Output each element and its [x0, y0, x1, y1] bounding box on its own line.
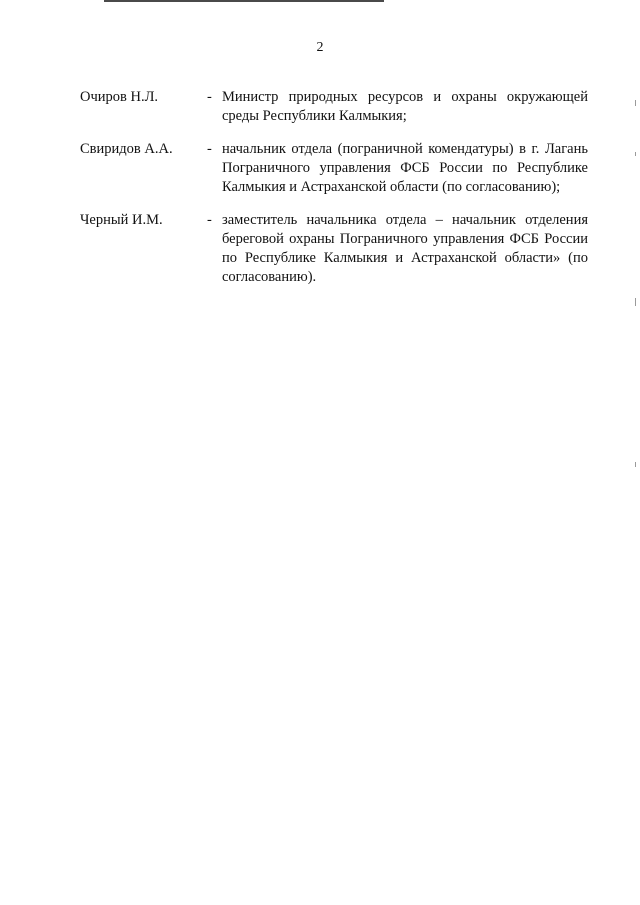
member-role: заместитель начальника отдела – начальник отделения береговой охраны Пограничного управления ФСБ России по Республике Калмыкия и Астраханской области» (по согласованию). — [222, 212, 588, 285]
member-entry — [0, 211, 640, 287]
member-name: Очиров Н.Л. — [80, 89, 159, 105]
member-dash: - — [207, 141, 212, 157]
scan-mark — [635, 298, 636, 306]
member-role: Министр природных ресурсов и охраны окружающей среды Республики Калмыкия; — [222, 89, 588, 124]
member-dash: - — [207, 212, 212, 228]
member-role: начальник отдела (пограничной комендатуры) в г. Лагань Пограничного управления ФСБ России по Республике Калмыкия и Астраханской области (по согласованию); — [222, 141, 588, 195]
member-dash: - — [207, 89, 212, 105]
members-list — [0, 88, 640, 301]
top-rule — [104, 0, 384, 2]
member-name: Черный И.М. — [80, 212, 163, 228]
scan-mark — [635, 152, 636, 156]
member-entry — [0, 140, 640, 197]
page-number: 2 — [316, 40, 324, 55]
scan-mark — [635, 100, 636, 106]
member-entry — [0, 88, 640, 126]
scan-mark — [635, 462, 636, 467]
member-name: Свиридов А.А. — [80, 141, 173, 157]
